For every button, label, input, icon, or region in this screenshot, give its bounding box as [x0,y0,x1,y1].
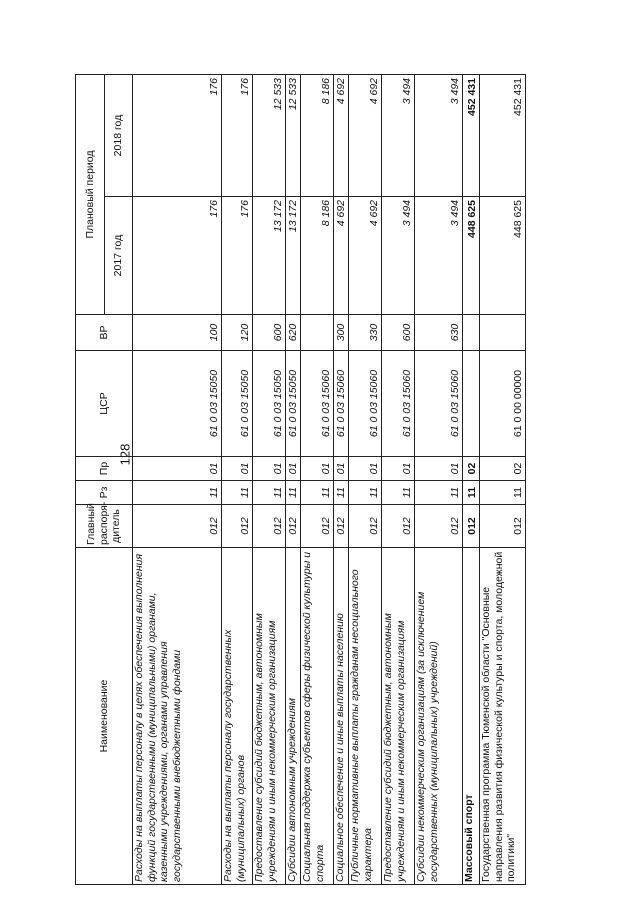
row-value-2017: 3 494 [415,197,463,315]
row-pr: 01 [222,457,253,481]
table-row [286,75,301,885]
row-value-2017: 448 625 [480,197,526,315]
row-grbs: 012 [253,505,286,548]
row-value-2017: 13 172 [253,197,286,315]
page-number-text: 128 [117,443,133,465]
row-rz: 11 [286,481,301,505]
row-name: Субсидии автономным учреждениям [286,548,301,885]
row-value-2017: 13 172 [286,197,301,315]
row-csr: 61 0 03 15050 [133,351,222,457]
table-body [133,75,526,885]
row-rz: 11 [349,481,382,505]
table-row [334,75,349,885]
row-value-2018: 3 494 [382,75,415,197]
row-value-2018: 8 186 [301,75,334,197]
row-vr [480,315,526,351]
row-pr: 01 [349,457,382,481]
row-rz: 11 [133,481,222,505]
row-grbs: 012 [382,505,415,548]
row-name: Публичные нормативные выплаты гражданам несоциального характера [349,548,382,885]
row-value-2018: 12 533 [286,75,301,197]
row-rz: 11 [222,481,253,505]
row-value-2017: 448 625 [463,197,480,315]
header-year-2017: 2017 год [105,197,133,315]
row-rz: 11 [480,481,526,505]
row-pr: 01 [301,457,334,481]
row-rz: 11 [334,481,349,505]
row-grbs: 012 [286,505,301,548]
row-vr [301,315,334,351]
row-vr: 120 [222,315,253,351]
table-row [349,75,382,885]
row-value-2017: 176 [222,197,253,315]
header-grbs: Главный распоря-дитель [76,505,133,548]
row-vr: 100 [133,315,222,351]
budget-table [75,74,526,885]
budget-table-page [75,75,525,885]
row-csr: 61 0 03 15050 [222,351,253,457]
row-pr: 01 [253,457,286,481]
row-csr: 61 0 03 15060 [334,351,349,457]
row-pr: 01 [334,457,349,481]
row-value-2018: 176 [222,75,253,197]
row-value-2018: 176 [133,75,222,197]
row-value-2018: 452 431 [463,75,480,197]
header-row-1 [76,75,105,885]
row-name: Массовый спорт [463,548,480,885]
table-row [253,75,286,885]
row-value-2017: 8 186 [301,197,334,315]
table-row [222,75,253,885]
row-name: Государственная программа Тюменской области "Основные направления развития физической культуры и спорта, молодежной политики" [480,548,526,885]
row-grbs: 012 [222,505,253,548]
row-name: Социальная поддержка субъектов сферы физической культуры и спорта [301,548,334,885]
row-grbs: 012 [334,505,349,548]
table-row [480,75,526,885]
row-grbs: 012 [133,505,222,548]
row-rz: 11 [463,481,480,505]
row-rz: 11 [382,481,415,505]
header-name: Наименование [76,548,133,885]
row-pr: 01 [133,457,222,481]
row-pr: 02 [480,457,526,481]
table-row [301,75,334,885]
row-vr: 600 [253,315,286,351]
table-row [133,75,222,885]
header-csr: ЦСР [76,351,133,457]
row-csr: 61 0 03 15050 [286,351,301,457]
row-name: Предоставление субсидий бюджетным, автономным учреждениям и иным некоммерческим организациям [382,548,415,885]
header-rz: Рз [76,481,133,505]
row-value-2018: 4 692 [334,75,349,197]
header-pr: Пр [76,457,133,481]
row-value-2018: 3 494 [415,75,463,197]
row-csr: 61 0 03 15060 [382,351,415,457]
header-vr: ВР [76,315,133,351]
row-pr: 01 [286,457,301,481]
row-name: Субсидии некоммерческим организациям (за исключением государственных (муниципальных) учреждений) [415,548,463,885]
table-row [382,75,415,885]
row-grbs: 012 [301,505,334,548]
row-vr [463,315,480,351]
row-rz: 11 [415,481,463,505]
row-value-2018: 4 692 [349,75,382,197]
row-value-2018: 12 533 [253,75,286,197]
row-vr: 330 [349,315,382,351]
row-grbs: 012 [349,505,382,548]
row-pr: 01 [415,457,463,481]
row-pr: 02 [463,457,480,481]
header-year-2018: 2018 год [105,75,133,197]
row-csr: 61 0 03 15060 [349,351,382,457]
row-grbs: 012 [415,505,463,548]
row-vr: 620 [286,315,301,351]
row-name: Расходы на выплаты персоналу в целях обеспечения выполнения функций государственными (муниципальными) органами, казенными учреждениями, органами управления государственными внебюджетными фондами [133,548,222,885]
row-name: Расходы на выплаты персоналу государственных (муниципальных) органов [222,548,253,885]
row-rz: 11 [301,481,334,505]
row-rz: 11 [253,481,286,505]
row-csr [463,351,480,457]
row-csr: 61 0 03 15060 [301,351,334,457]
row-vr: 300 [334,315,349,351]
row-name: Социальное обеспечение и иные выплаты населению [334,548,349,885]
header-planned-period: Плановый период [76,75,105,315]
table-row [415,75,463,885]
row-pr: 01 [382,457,415,481]
row-csr: 61 0 03 15050 [253,351,286,457]
row-name: Предоставление субсидий бюджетным, автономным учреждениям и иным некоммерческим организациям [253,548,286,885]
row-vr: 630 [415,315,463,351]
row-value-2017: 3 494 [382,197,415,315]
row-csr: 61 0 03 15060 [415,351,463,457]
row-value-2017: 176 [133,197,222,315]
table-row [463,75,480,885]
row-vr: 600 [382,315,415,351]
row-value-2017: 4 692 [349,197,382,315]
row-value-2017: 4 692 [334,197,349,315]
row-csr: 61 0 00 00000 [480,351,526,457]
row-grbs: 012 [480,505,526,548]
row-value-2018: 452 431 [480,75,526,197]
row-grbs: 012 [463,505,480,548]
